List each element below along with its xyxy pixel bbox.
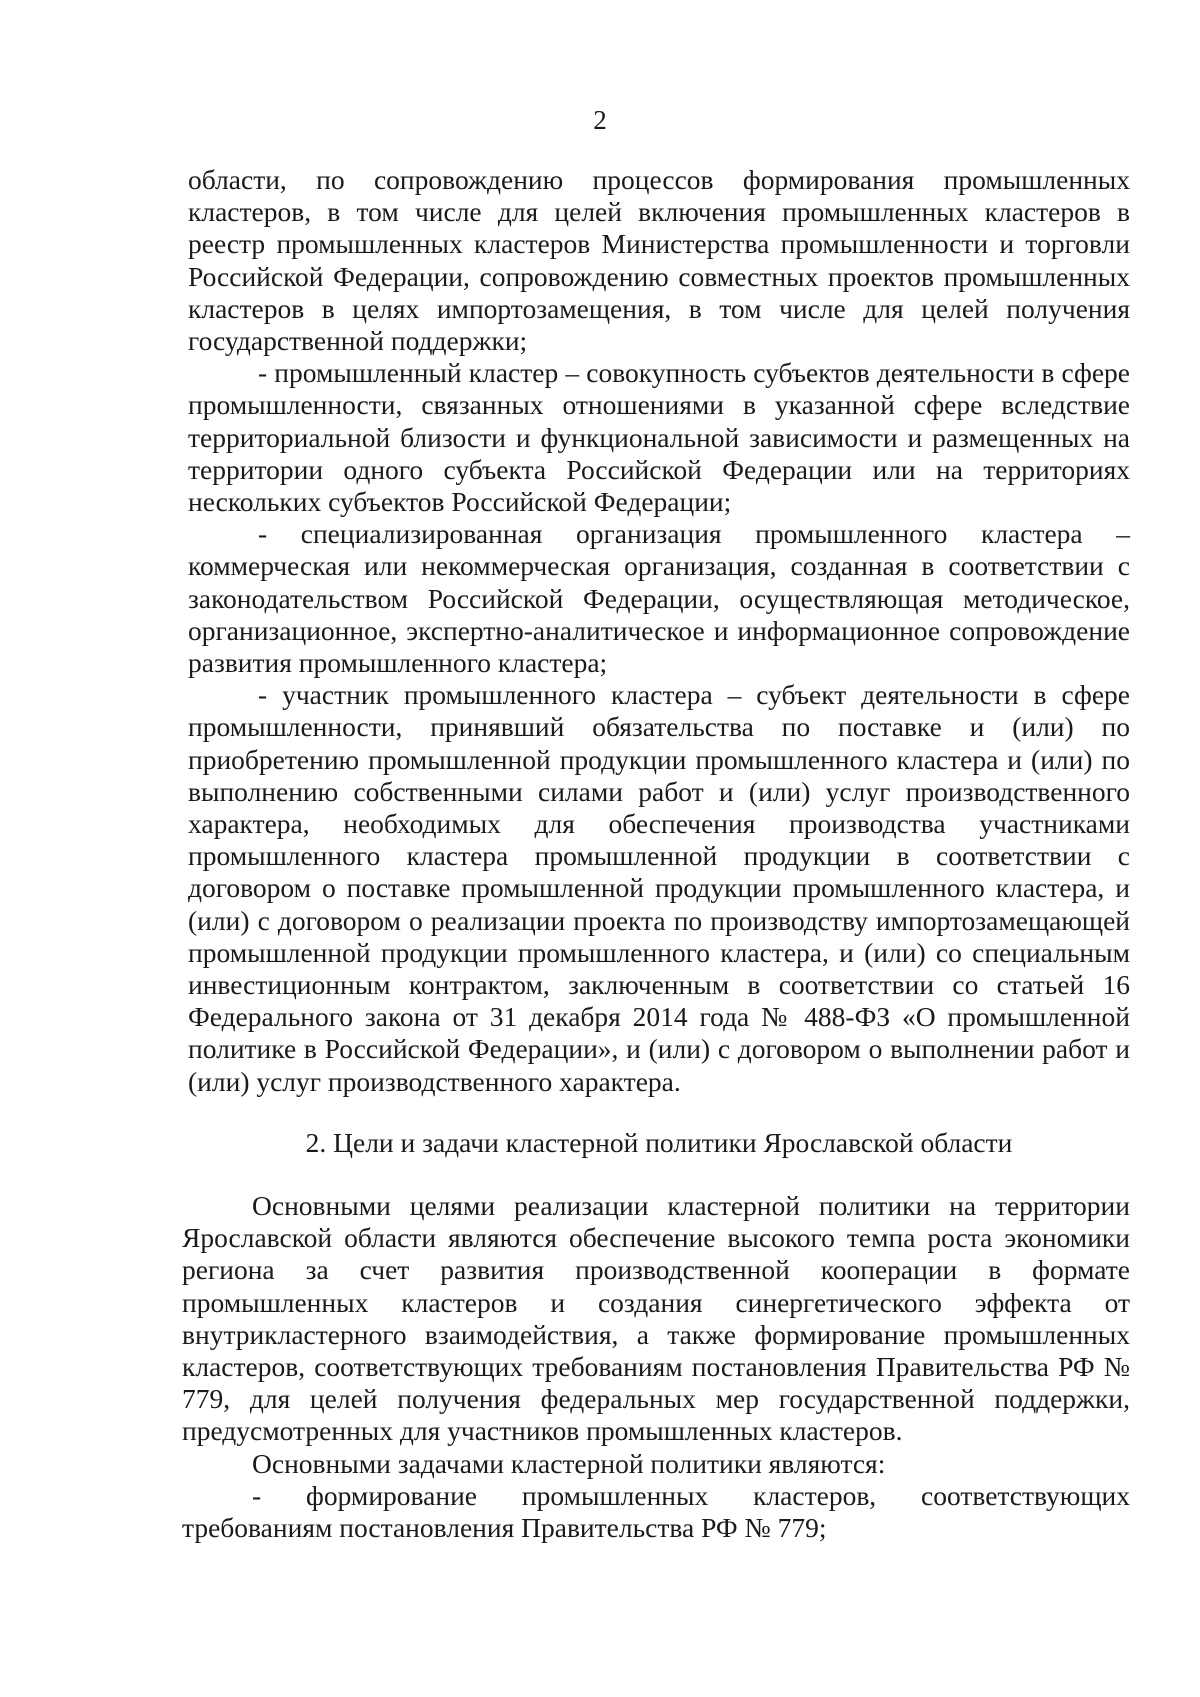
page-number: 2 xyxy=(593,105,607,135)
paragraph-continuation: области, по сопровождению процессов формирования промышленных кластеров, в том числе для целей включения промышленных кластеров в реестр промышленных кластеров Министерства промышленности и торговли Российской Федерации, сопровождению совместных проектов промышленных кластеров в целях импортозамещения, в том числе для целей получения государственной поддержки; xyxy=(188,164,1130,357)
paragraph-cluster-participant-definition: - участник промышленного кластера – субъект деятельности в сфере промышленности, принявший обязательства по поставке и (или) по приобретению промышленной продукции промышленного кластера и (или) по выполнению собственными силами работ и (или) услуг производственного характера, необходимых для обеспечения производства участниками промышленного кластера промышленной продукции в соответствии с договором о поставке промышленной продукции промышленного кластера, и (или) с договором о реализации проекта по производству импортозамещающей промышленной продукции промышленного кластера, и (или) со специальным инвестиционным контрактом, заключенным в соответствии со статьей 16 Федерального закона от 31 декабря 2014 года № 488-ФЗ «О промышленной политике в Российской Федерации», и (или) с договором о выполнении работ и (или) услуг производственного характера. xyxy=(188,679,1130,1097)
paragraph-goals: Основными целями реализации кластерной политики на территории Ярославской области являются обеспечение высокого темпа роста экономики региона за счет развития производственной кооперации в формате промышленных кластеров и создания синергетического эффекта от внутрикластерного взаимодействия, а также формирование промышленных кластеров, соответствующих требованиям постановления Правительства РФ № 779, для целей получения федеральных мер государственной поддержки, предусмотренных для участников промышленных кластеров. xyxy=(182,1190,1130,1447)
paragraph-tasks-intro: Основными задачами кластерной политики являются: xyxy=(252,1447,886,1479)
paragraph-task-item: - формирование промышленных кластеров, соответствующих требованиям постановления Правительства РФ № 779; xyxy=(182,1479,1130,1544)
goals-section xyxy=(182,1190,1130,1544)
section-heading: 2. Цели и задачи кластерной политики Ярославской области xyxy=(305,1127,1013,1158)
paragraph-industrial-cluster-definition: - промышленный кластер – совокупность субъектов деятельности в сфере промышленности, связанных отношениями в указанной сфере вследствие территориальной близости и функциональной зависимости и размещенных на территории одного субъекта Российской Федерации или на территориях нескольких субъектов Российской Федерации; xyxy=(188,357,1130,518)
paragraph-specialized-organization-definition: - специализированная организация промышленного кластера – коммерческая или некоммерческая организация, созданная в соответствии с законодательством Российской Федерации, осуществляющая методическое, организационное, экспертно-аналитическое и информационное сопровождение развития промышленного кластера; xyxy=(188,518,1130,679)
definitions-section xyxy=(188,164,1130,1098)
